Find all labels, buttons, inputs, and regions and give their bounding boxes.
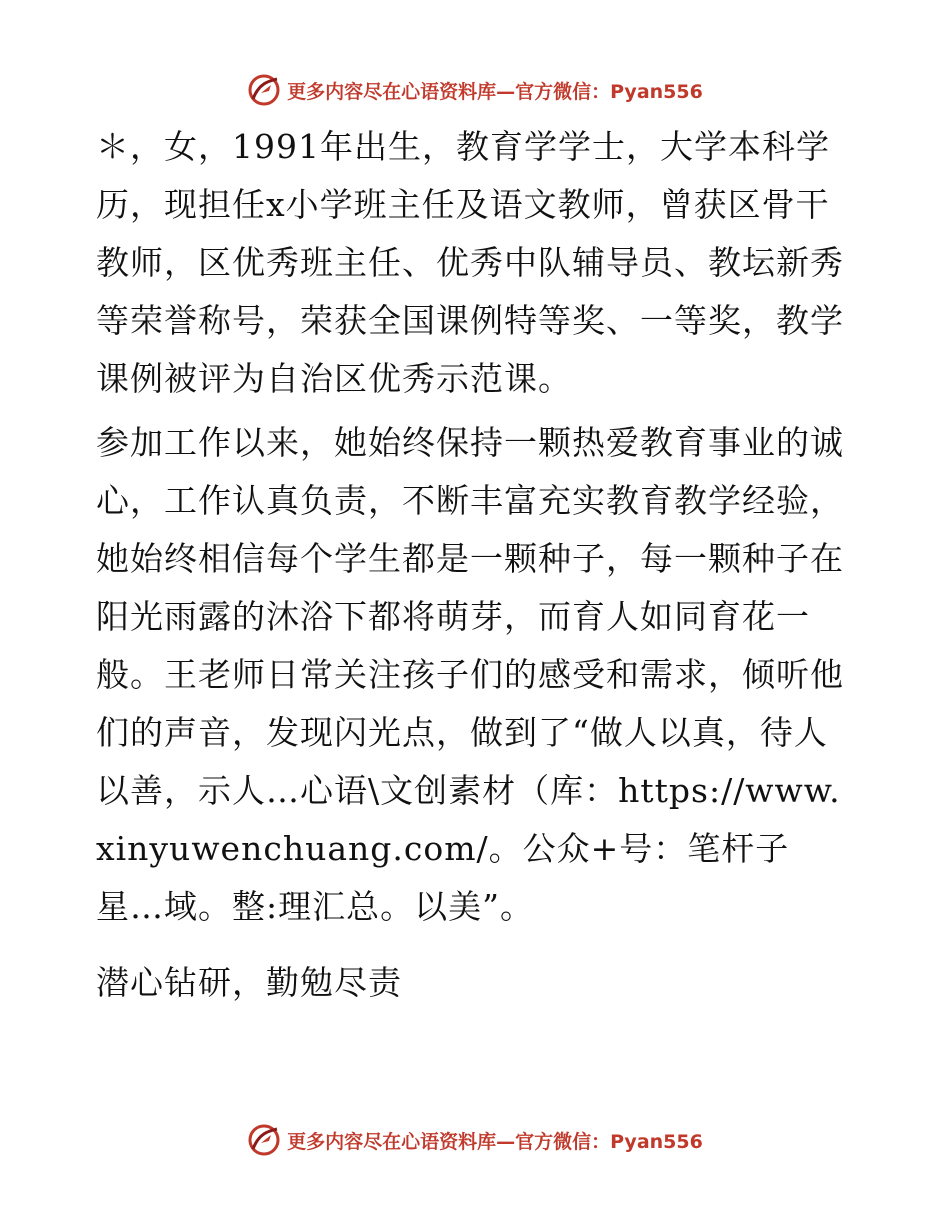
pen-logo-icon (247, 1123, 281, 1157)
section-heading: 潜心钻研，勤勉尽责 (96, 963, 402, 1002)
pen-logo-icon (247, 73, 281, 107)
document-body (96, 118, 856, 1018)
header-banner (0, 70, 950, 110)
banner-text: 更多内容尽在心语资料库—官方微信：Pyan556 (287, 1130, 703, 1153)
footer-banner (0, 1120, 950, 1160)
banner-text: 更多内容尽在心语资料库—官方微信：Pyan556 (287, 80, 703, 103)
paragraph-work: 参加工作以来，她始终保持一颗热爱教育事业的诚心，工作认真负责，不断丰富充实教育教学经验，她始终相信每个学生都是一颗种子，每一颗种子在阳光雨露的沐浴下都将萌芽，而育人如同育花一般。王老师日常关注孩子们的感受和需求，倾听他们的声音，发现闪光点，做到了“做人以真，待人以善，示人…心语\文创素材（库：https://www.xinyuwenchuang.com/。公众+号：笔杆子星…域。整:理汇总。以美”。 (96, 423, 844, 926)
paragraph-intro: ＊，女，1991年出生，教育学学士，大学本科学历，现担任x小学班主任及语文教师，曾获区骨干教师，区优秀班主任、优秀中队辅导员、教坛新秀等荣誉称号，荣获全国课例特等奖、一等奖，教学课例被评为自治区优秀示范课。 (96, 127, 844, 398)
